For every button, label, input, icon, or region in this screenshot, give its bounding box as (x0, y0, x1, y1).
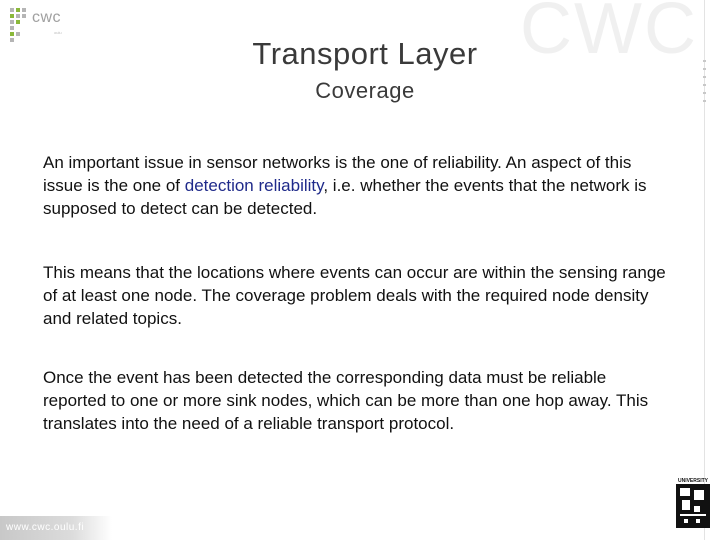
paragraph-coverage: This means that the locations where events can occur are within the sensing range of at least one node. The coverage problem deals with the required node density and related topics. (43, 263, 666, 328)
slide-title: Transport Layer (252, 36, 478, 71)
paragraph-text: , i.e. whether the events that the network is supposed to detect can be detected. (43, 176, 647, 218)
university-label: UNIVERSITY (677, 478, 708, 484)
footer-url: www.cwc.oulu.fi (6, 522, 85, 533)
logo-subtext: oulu (54, 30, 62, 35)
paragraph-reliability (43, 151, 673, 220)
university-crest-icon (676, 484, 710, 528)
paragraph-transport: Once the event has been detected the corresponding data must be reliable reported to one or more sink nodes, which can be more than one hop away. This translates into the need of a reliable transport protocol. (43, 368, 649, 433)
slide-subtitle: Coverage (315, 78, 415, 103)
paragraph-text: An important issue in sensor networks is the one of reliability. An aspect of this issue is the one of (43, 153, 632, 195)
cwc-watermark: CWC (520, 0, 698, 69)
university-logo (676, 484, 710, 528)
highlight-detection-reliability: detection reliability (184, 176, 324, 195)
footer-bar (0, 516, 112, 540)
logo-text: cwc (32, 9, 62, 26)
